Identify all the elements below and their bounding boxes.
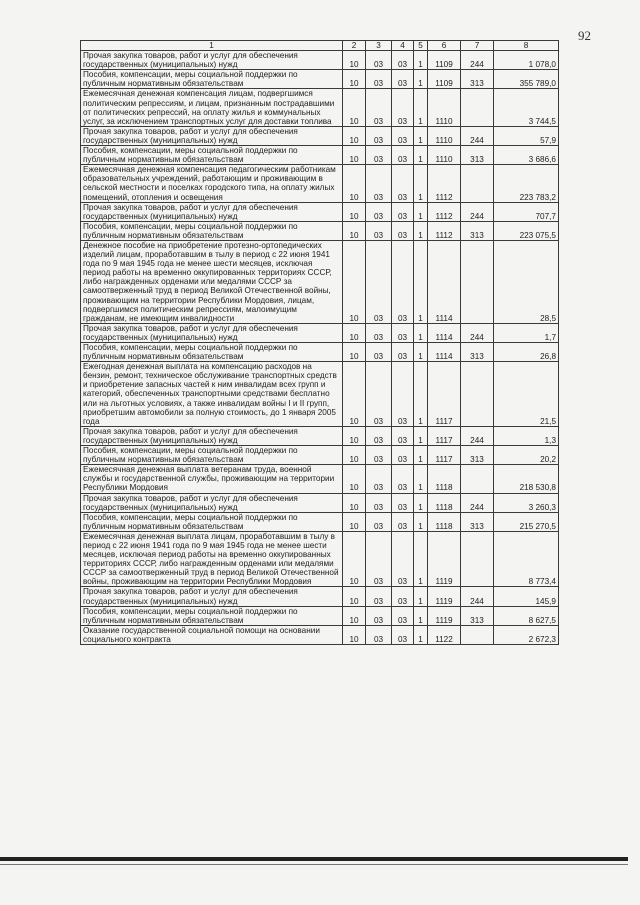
- cell-target-article: 1119: [428, 606, 461, 625]
- column-header: 7: [461, 41, 494, 51]
- cell-expense-type: 313: [461, 146, 494, 165]
- cell-program: 03: [392, 240, 414, 323]
- cell-subsection: 03: [366, 625, 392, 644]
- cell-subsection: 03: [366, 146, 392, 165]
- column-header: 3: [366, 41, 392, 51]
- cell-subsection: 03: [366, 70, 392, 89]
- cell-subsection: 03: [366, 202, 392, 221]
- row-description: Ежемесячная денежная компенсация лицам, подвергшимся политическим репрессиям, и лицам, признанным пострадавшими от политических репрессий, на оплату жилья и коммунальных услуг, за исключением транспортных услуг для доставки топлива: [81, 89, 343, 126]
- cell-expense-type: [461, 362, 494, 427]
- table-row: [81, 625, 559, 644]
- cell-expense-type: 313: [461, 512, 494, 531]
- row-description: Прочая закупка товаров, работ и услуг для обеспечения государственных (муниципальных) нужд: [81, 126, 343, 145]
- cell-amount: 3 686,6: [494, 146, 559, 165]
- table-row: [81, 362, 559, 427]
- row-description: Прочая закупка товаров, работ и услуг для обеспечения государственных (муниципальных) нужд: [81, 426, 343, 445]
- table-row: [81, 89, 559, 126]
- cell-amount: 8 773,4: [494, 531, 559, 587]
- cell-section: 10: [343, 240, 366, 323]
- cell-program: 03: [392, 625, 414, 644]
- cell-subsection: 03: [366, 221, 392, 240]
- cell-section: 10: [343, 465, 366, 493]
- cell-amount: 355 789,0: [494, 70, 559, 89]
- column-header: 1: [81, 41, 343, 51]
- cell-section: 10: [343, 51, 366, 70]
- table-row: [81, 126, 559, 145]
- cell-amount: 2 672,3: [494, 625, 559, 644]
- row-description: Прочая закупка товаров, работ и услуг для обеспечения государственных (муниципальных) нужд: [81, 493, 343, 512]
- cell-subprogram: 1: [414, 165, 428, 202]
- cell-amount: 1,3: [494, 426, 559, 445]
- budget-table: [80, 40, 559, 645]
- cell-target-article: 1114: [428, 343, 461, 362]
- cell-subprogram: 1: [414, 70, 428, 89]
- cell-subsection: 03: [366, 531, 392, 587]
- cell-amount: 20,2: [494, 446, 559, 465]
- cell-subsection: 03: [366, 323, 392, 342]
- table-row: [81, 70, 559, 89]
- cell-amount: 218 530,8: [494, 465, 559, 493]
- column-header: 5: [414, 41, 428, 51]
- cell-expense-type: [461, 531, 494, 587]
- table-row: [81, 426, 559, 445]
- cell-program: 03: [392, 51, 414, 70]
- cell-subsection: 03: [366, 343, 392, 362]
- cell-subprogram: 1: [414, 323, 428, 342]
- cell-section: 10: [343, 221, 366, 240]
- table-header-row: [81, 41, 559, 51]
- cell-amount: 21,5: [494, 362, 559, 427]
- cell-expense-type: [461, 89, 494, 126]
- cell-program: 03: [392, 165, 414, 202]
- cell-target-article: 1119: [428, 587, 461, 606]
- cell-section: 10: [343, 446, 366, 465]
- table-row: [81, 465, 559, 493]
- row-description: Ежемесячная денежная выплата лицам, проработавшим в тылу в период с 22 июня 1941 года по 9 мая 1945 года не менее шести месяцев, исключая период работы на временно оккупированных территориях СССР, либо награжденным орденами или медалями СССР за самоотверженный труд в период Великой Отечественной войны, проживающим на территории Республики Мордовия: [81, 531, 343, 587]
- cell-section: 10: [343, 426, 366, 445]
- cell-subprogram: 1: [414, 587, 428, 606]
- cell-program: 03: [392, 362, 414, 427]
- cell-subprogram: 1: [414, 446, 428, 465]
- cell-section: 10: [343, 165, 366, 202]
- cell-target-article: 1117: [428, 362, 461, 427]
- row-description: Пособия, компенсации, меры социальной поддержки по публичным нормативным обязательствам: [81, 146, 343, 165]
- row-description: Прочая закупка товаров, работ и услуг для обеспечения государственных (муниципальных) нужд: [81, 587, 343, 606]
- table-row: [81, 323, 559, 342]
- cell-expense-type: [461, 165, 494, 202]
- cell-subsection: 03: [366, 606, 392, 625]
- cell-section: 10: [343, 343, 366, 362]
- cell-program: 03: [392, 323, 414, 342]
- cell-target-article: 1112: [428, 202, 461, 221]
- cell-program: 03: [392, 202, 414, 221]
- cell-subsection: 03: [366, 587, 392, 606]
- cell-program: 03: [392, 126, 414, 145]
- cell-amount: 28,5: [494, 240, 559, 323]
- column-header: 4: [392, 41, 414, 51]
- cell-subprogram: 1: [414, 126, 428, 145]
- cell-expense-type: 244: [461, 426, 494, 445]
- cell-target-article: 1117: [428, 446, 461, 465]
- cell-subsection: 03: [366, 126, 392, 145]
- cell-subprogram: 1: [414, 343, 428, 362]
- table-row: [81, 240, 559, 323]
- cell-subprogram: 1: [414, 512, 428, 531]
- cell-subsection: 03: [366, 465, 392, 493]
- cell-subsection: 03: [366, 240, 392, 323]
- cell-subprogram: 1: [414, 493, 428, 512]
- cell-target-article: 1119: [428, 531, 461, 587]
- cell-section: 10: [343, 531, 366, 587]
- row-description: Пособия, компенсации, меры социальной поддержки по публичным нормативным обязательствам: [81, 606, 343, 625]
- cell-program: 03: [392, 493, 414, 512]
- row-description: Денежное пособие на приобретение протезно-ортопедических изделий лицам, проработавшим в тылу в период с 22 июня 1941 года по 9 мая 1945 года не менее шести месяцев, исключая период работы на временно оккупированных территориях СССР, либо награжденных орденами или медалями СССР за самоотверженный труд в период Великой Отечественной войны, проживающим на территории Республики Мордовия, лицам, подвергшимся политическим репрессиям, малоимущим гражданам, не имеющим инвалидности: [81, 240, 343, 323]
- table-row: [81, 343, 559, 362]
- cell-subsection: 03: [366, 51, 392, 70]
- cell-target-article: 1110: [428, 146, 461, 165]
- cell-subsection: 03: [366, 426, 392, 445]
- row-description: Прочая закупка товаров, работ и услуг для обеспечения государственных (муниципальных) нужд: [81, 51, 343, 70]
- cell-amount: 145,9: [494, 587, 559, 606]
- cell-subprogram: 1: [414, 89, 428, 126]
- cell-amount: 1,7: [494, 323, 559, 342]
- cell-target-article: 1114: [428, 240, 461, 323]
- cell-section: 10: [343, 89, 366, 126]
- row-description: Прочая закупка товаров, работ и услуг для обеспечения государственных (муниципальных) нужд: [81, 202, 343, 221]
- cell-subsection: 03: [366, 89, 392, 126]
- table-row: [81, 512, 559, 531]
- cell-program: 03: [392, 343, 414, 362]
- table-body: [81, 51, 559, 645]
- cell-subprogram: 1: [414, 426, 428, 445]
- cell-program: 03: [392, 512, 414, 531]
- cell-subprogram: 1: [414, 465, 428, 493]
- cell-target-article: 1118: [428, 512, 461, 531]
- cell-expense-type: 244: [461, 202, 494, 221]
- cell-subprogram: 1: [414, 606, 428, 625]
- table-row: [81, 493, 559, 512]
- cell-amount: 215 270,5: [494, 512, 559, 531]
- cell-expense-type: 244: [461, 323, 494, 342]
- cell-target-article: 1118: [428, 465, 461, 493]
- cell-section: 10: [343, 625, 366, 644]
- cell-amount: 223 783,2: [494, 165, 559, 202]
- row-description: Пособия, компенсации, меры социальной поддержки по публичным нормативным обязательствам: [81, 446, 343, 465]
- cell-subprogram: 1: [414, 221, 428, 240]
- cell-program: 03: [392, 606, 414, 625]
- row-description: Пособия, компенсации, меры социальной поддержки по публичным нормативным обязательствам: [81, 70, 343, 89]
- cell-target-article: 1110: [428, 89, 461, 126]
- cell-amount: 8 627,5: [494, 606, 559, 625]
- cell-expense-type: 244: [461, 51, 494, 70]
- cell-target-article: 1112: [428, 221, 461, 240]
- cell-program: 03: [392, 89, 414, 126]
- cell-section: 10: [343, 512, 366, 531]
- cell-subprogram: 1: [414, 625, 428, 644]
- cell-expense-type: 244: [461, 126, 494, 145]
- cell-expense-type: 313: [461, 446, 494, 465]
- cell-target-article: 1109: [428, 70, 461, 89]
- cell-amount: 707,7: [494, 202, 559, 221]
- table-row: [81, 51, 559, 70]
- column-header: 6: [428, 41, 461, 51]
- cell-program: 03: [392, 221, 414, 240]
- cell-section: 10: [343, 606, 366, 625]
- cell-section: 10: [343, 493, 366, 512]
- table-row: [81, 221, 559, 240]
- cell-section: 10: [343, 323, 366, 342]
- cell-amount: 3 744,5: [494, 89, 559, 126]
- cell-section: 10: [343, 126, 366, 145]
- cell-expense-type: [461, 240, 494, 323]
- cell-subprogram: 1: [414, 202, 428, 221]
- table-row: [81, 587, 559, 606]
- table-row: [81, 202, 559, 221]
- cell-subprogram: 1: [414, 240, 428, 323]
- cell-section: 10: [343, 70, 366, 89]
- cell-target-article: 1122: [428, 625, 461, 644]
- page-bottom-rule: [0, 857, 628, 861]
- table-row: [81, 165, 559, 202]
- cell-program: 03: [392, 446, 414, 465]
- cell-amount: 1 078,0: [494, 51, 559, 70]
- cell-expense-type: 313: [461, 606, 494, 625]
- cell-amount: 3 260,3: [494, 493, 559, 512]
- cell-target-article: 1117: [428, 426, 461, 445]
- column-header: 2: [343, 41, 366, 51]
- cell-subprogram: 1: [414, 146, 428, 165]
- cell-target-article: 1110: [428, 126, 461, 145]
- row-description: Прочая закупка товаров, работ и услуг для обеспечения государственных (муниципальных) нужд: [81, 323, 343, 342]
- cell-target-article: 1118: [428, 493, 461, 512]
- cell-program: 03: [392, 70, 414, 89]
- row-description: Ежемесячная денежная компенсация педагогическим работникам образовательных учреждений, работающим и проживающим в сельской местности и поселках городского типа, на оплату жилых помещений, отопления и освещения: [81, 165, 343, 202]
- cell-subsection: 03: [366, 362, 392, 427]
- table-row: [81, 146, 559, 165]
- cell-expense-type: [461, 625, 494, 644]
- cell-subprogram: 1: [414, 51, 428, 70]
- cell-program: 03: [392, 531, 414, 587]
- cell-expense-type: [461, 465, 494, 493]
- cell-section: 10: [343, 587, 366, 606]
- cell-subsection: 03: [366, 446, 392, 465]
- column-header: 8: [494, 41, 559, 51]
- cell-expense-type: 244: [461, 587, 494, 606]
- cell-program: 03: [392, 465, 414, 493]
- page-bottom-rule-thin: [0, 864, 628, 865]
- page-number: 92: [578, 28, 591, 43]
- cell-program: 03: [392, 426, 414, 445]
- cell-amount: 57,9: [494, 126, 559, 145]
- row-description: Пособия, компенсации, меры социальной поддержки по публичным нормативным обязательствам: [81, 512, 343, 531]
- table-row: [81, 606, 559, 625]
- table-row: [81, 531, 559, 587]
- cell-section: 10: [343, 362, 366, 427]
- row-description: Ежегодная денежная выплата на компенсацию расходов на бензин, ремонт, техническое обслуживание транспортных средств и приобретение запасных частей к ним инвалидам всех групп и категорий, обеспеченных транспортными средствами бесплатно или на льготных условиях, а также инвалидам войны I и II групп, приобретшим автомобили за полную стоимость, до 1 января 2005 года: [81, 362, 343, 427]
- cell-amount: 26,8: [494, 343, 559, 362]
- cell-subsection: 03: [366, 512, 392, 531]
- row-description: Оказание государственной социальной помощи на основании социального контракта: [81, 625, 343, 644]
- table-row: [81, 446, 559, 465]
- cell-target-article: 1109: [428, 51, 461, 70]
- cell-subsection: 03: [366, 493, 392, 512]
- cell-expense-type: 313: [461, 70, 494, 89]
- row-description: Пособия, компенсации, меры социальной поддержки по публичным нормативным обязательствам: [81, 343, 343, 362]
- cell-section: 10: [343, 146, 366, 165]
- cell-target-article: 1114: [428, 323, 461, 342]
- cell-subprogram: 1: [414, 362, 428, 427]
- cell-expense-type: 313: [461, 221, 494, 240]
- cell-program: 03: [392, 146, 414, 165]
- cell-expense-type: 313: [461, 343, 494, 362]
- cell-subsection: 03: [366, 165, 392, 202]
- row-description: Ежемесячная денежная выплата ветеранам труда, военной службы и государственной службы, проживающим на территории Республики Мордовия: [81, 465, 343, 493]
- cell-program: 03: [392, 587, 414, 606]
- row-description: Пособия, компенсации, меры социальной поддержки по публичным нормативным обязательствам: [81, 221, 343, 240]
- cell-section: 10: [343, 202, 366, 221]
- cell-subprogram: 1: [414, 531, 428, 587]
- cell-target-article: 1112: [428, 165, 461, 202]
- cell-expense-type: 244: [461, 493, 494, 512]
- cell-amount: 223 075,5: [494, 221, 559, 240]
